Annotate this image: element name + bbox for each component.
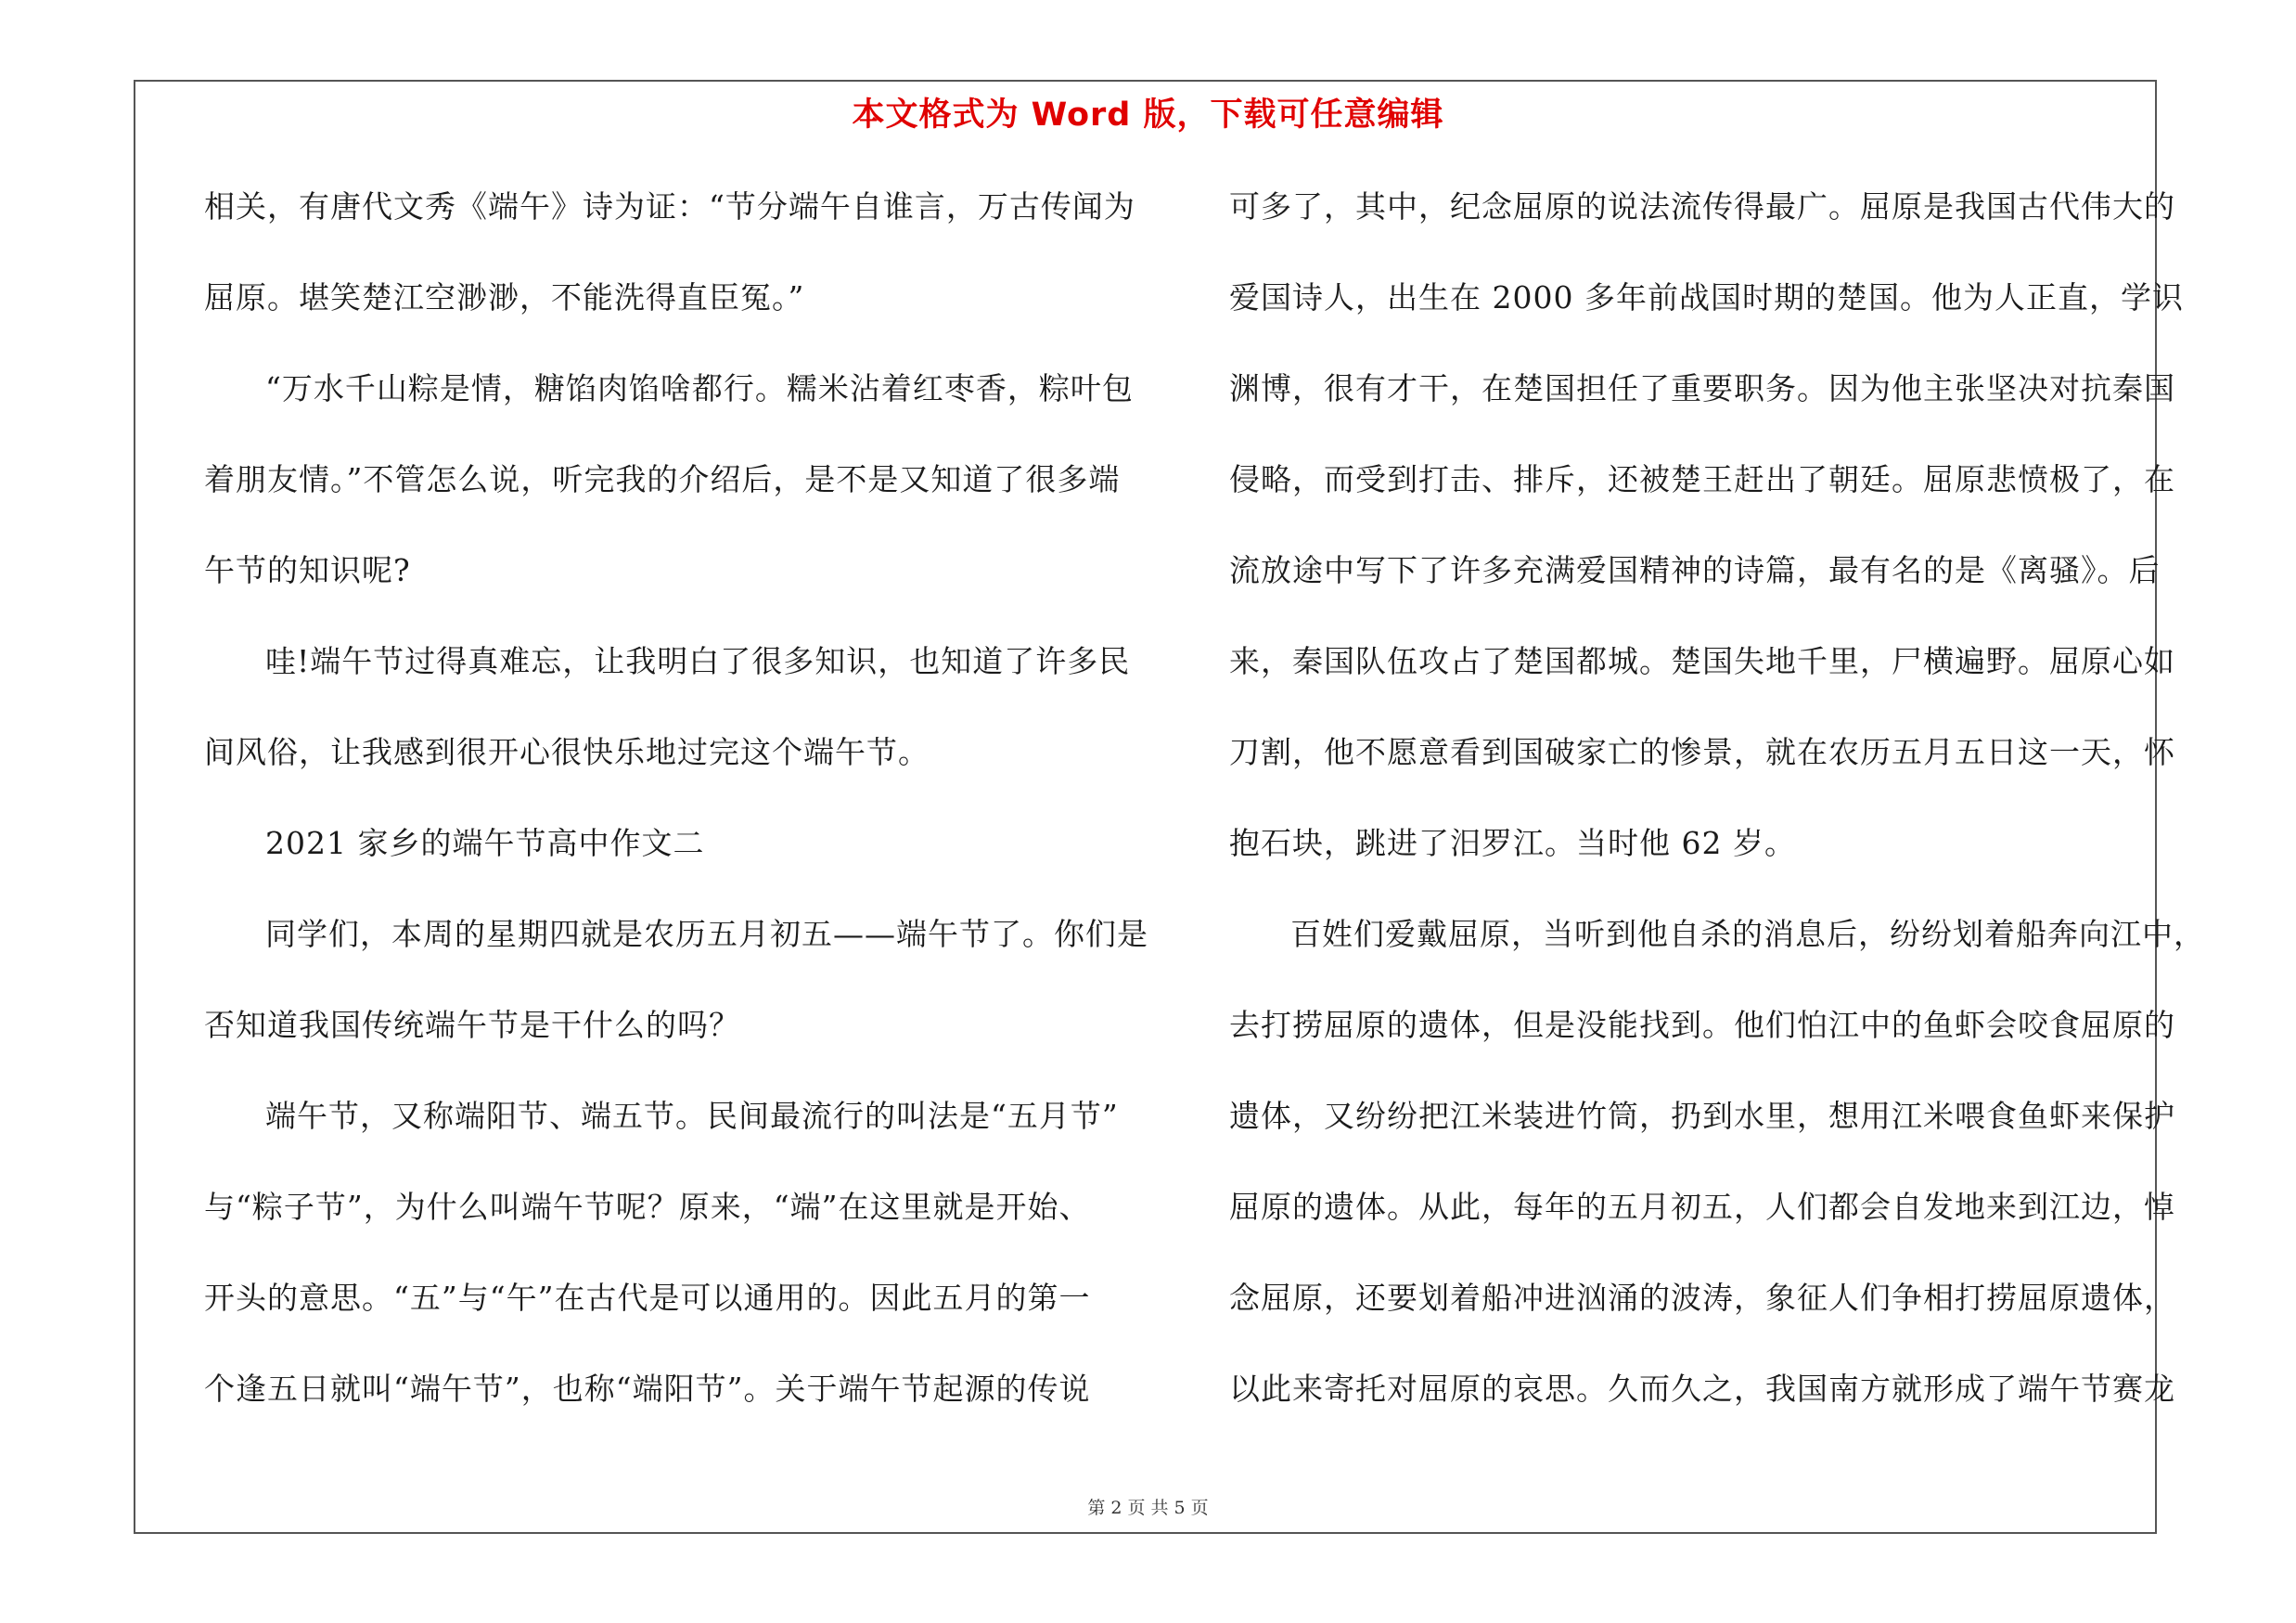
text-line: 流放途中写下了许多充满爱国精神的诗篇，最有名的是《离骚》。后 bbox=[1229, 552, 2161, 588]
text-line: 抱石块，跳进了汨罗江。当时他 62 岁。 bbox=[1229, 825, 1796, 861]
text-line: 个逢五日就叫“端午节”，也称“端阳节”。关于端午节起源的传说 bbox=[204, 1371, 1091, 1407]
text-line: 渊博，很有才干，在楚国担任了重要职务。因为他主张坚决对抗秦国 bbox=[1229, 370, 2175, 406]
page-number: 第 2 页 共 5 页 bbox=[1087, 1498, 1209, 1518]
text-line: 以此来寄托对屈原的哀思。久而久之，我国南方就形成了端午节赛龙 bbox=[1229, 1371, 2175, 1407]
text-line: 否知道我国传统端午节是干什么的吗？ bbox=[204, 1007, 740, 1043]
text-line: 着朋友情。”不管怎么说，听完我的介绍后，是不是又知道了很多端 bbox=[204, 461, 1121, 497]
text-line: 刀割，他不愿意看到国破家亡的惨景，就在农历五月五日这一天，怀 bbox=[1229, 734, 2175, 770]
text-line: 哇!端午节过得真难忘，让我明白了很多知识，也知道了许多民 bbox=[265, 643, 1131, 679]
text-line: 屈原的遗体。从此，每年的五月初五，人们都会自发地来到江边，悼 bbox=[1229, 1189, 2175, 1225]
text-line: 屈原。堪笑楚江空渺渺，不能洗得直臣冤。” bbox=[204, 279, 805, 316]
text-line: 间风俗，让我感到很开心很快乐地过完这个端午节。 bbox=[204, 734, 930, 770]
text-line: 遗体，又纷纷把江米装进竹筒，扔到水里，想用江米喂食鱼虾来保护 bbox=[1229, 1098, 2175, 1134]
text-line: 可多了，其中，纪念屈原的说法流传得最广。屈原是我国古代伟大的 bbox=[1229, 188, 2175, 225]
left-column bbox=[204, 184, 1148, 1457]
text-line: 爱国诗人，出生在 2000 多年前战国时期的楚国。他为人正直，学识 bbox=[1229, 279, 2184, 316]
text-line: 去打捞屈原的遗体，但是没能找到。他们怕江中的鱼虾会咬食屈原的 bbox=[1229, 1007, 2175, 1043]
text-line: 来，秦国队伍攻占了楚国都城。楚国失地千里，尸横遍野。屈原心如 bbox=[1229, 643, 2175, 679]
text-line: 相关，有唐代文秀《端午》诗为证：“节分端午自谁言，万古传闻为 bbox=[204, 188, 1135, 225]
text-line: 百姓们爱戴屈原，当听到他自杀的消息后，纷纷划着船奔向江中， bbox=[1290, 916, 2205, 952]
text-line: 侵略，而受到打击、排斥，还被楚王赶出了朝廷。屈原悲愤极了，在 bbox=[1229, 461, 2175, 497]
text-line: 开头的意思。“五”与“午”在古代是可以通用的。因此五月的第一 bbox=[204, 1280, 1091, 1316]
text-line: 午节的知识呢? bbox=[204, 552, 411, 588]
text-line: 同学们，本周的星期四就是农历五月初五——端午节了。你们是 bbox=[265, 916, 1148, 952]
right-column bbox=[1229, 184, 2205, 1457]
text-line: 念屈原，还要划着船冲进汹涌的波涛，象征人们争相打捞屈原遗体， bbox=[1229, 1280, 2175, 1316]
text-line: 端午节，又称端阳节、端五节。民间最流行的叫法是“五月节” bbox=[265, 1098, 1119, 1134]
text-line: 与“粽子节”，为什么叫端午节呢？原来，“端”在这里就是开始、 bbox=[204, 1189, 1091, 1225]
text-line: 2021 家乡的端午节高中作文二 bbox=[265, 825, 705, 861]
page-header-banner: 本文格式为 Word 版，下载可任意编辑 bbox=[852, 97, 1444, 134]
text-line: “万水千山粽是情，糖馅肉馅啥都行。糯米沾着红枣香，粽叶包 bbox=[265, 370, 1134, 406]
